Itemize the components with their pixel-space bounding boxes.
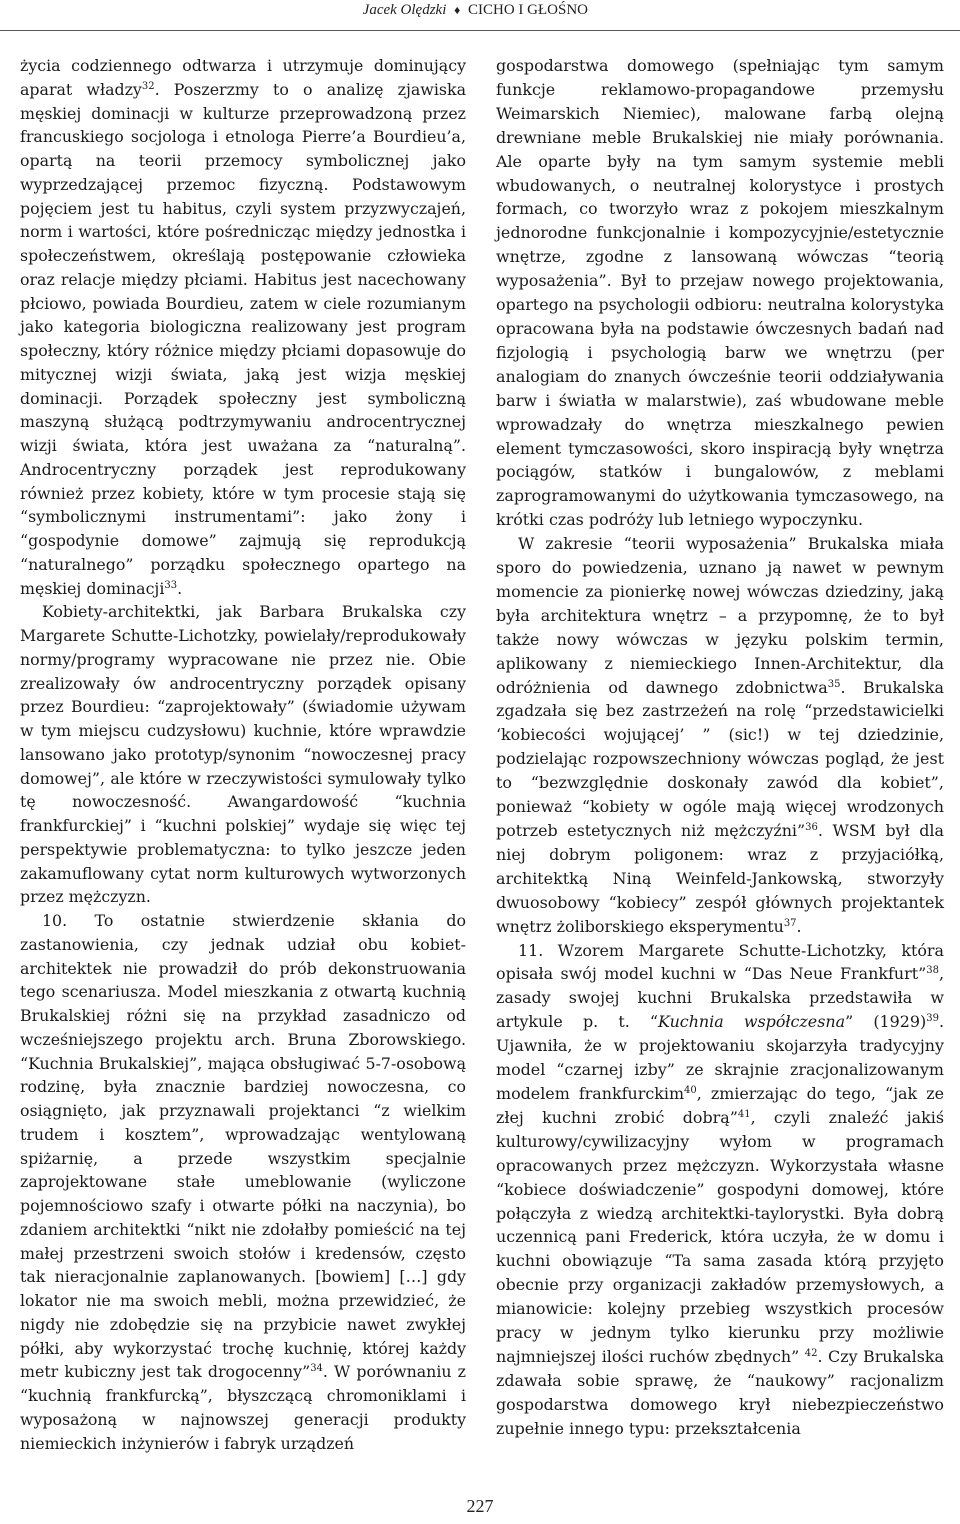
- article-title: Kuchnia współczesna: [658, 1012, 846, 1032]
- diamond-separator-icon: ♦: [454, 3, 461, 17]
- running-head-title: CICHO I GŁOŚNO: [468, 2, 588, 18]
- footnote-ref: 33: [164, 579, 178, 591]
- footnote-ref: 34: [310, 1363, 323, 1375]
- footnote-ref: 41: [737, 1108, 751, 1120]
- footnote-ref: 38: [926, 965, 939, 977]
- paragraph-section-11: 11. Wzorem Margarete Schutte-Lichotzky, która opisała swój model kuchni w “Das Neue Frankfurt”$^{38}$, zasady swojej kuchni Brukalska przedstawiła w artykule p. t. “Kuchnia współczesna” $(1929)^{39}$. Ujawniła, że w projektowaniu skojarzyła tradycyjny model “czarnej izby” ze skrajnie zracjonalizowanym modelem frankfurckim$^{40}$, zmierzając do tego, “jak ze złej kuchni zrobić dobrą”$^{41}$, czyli znaleźć jakiś kulturowy/cywilizacyjny wyłom w programach opracowanych przez mężczyzn. Wykorzystała własne “kobiece doświadczenie” gospodyni domowej, które połączyła z wiedzą architektki-taylorystki. Była dobrą uczennicą pani Frederick, która uczyła, że w domu i kuchni obowiązuje “Ta sama zasada którą przyjęto obecnie przy organizacji zakładów przemysłowych, a mianowicie: kolejny przebieg wszystkich procesów pracy w jednym tylko kierunku przy możliwie najmniejszej ilości ruchów zbędnych” $^{42}$. Czy Brukalska zdawała sobie sprawę, że “naukowy” racjonalizm gospodarstwa domowego krył niebezpieczeństwo zupełnie innego typu: przekształcenia: [496, 940, 944, 1438]
- footnote-ref: 32: [141, 80, 155, 92]
- paragraph-household: gospodarstwa domowego (spełniając tym samym funkcje reklamowo-propagandowe przemysłu Weimarskich Niemiec), malowane farbą olejną drewniane meble Brukalskiej nie miały porównania. Ale oparte były na tym samym systemie mebli wbudowanych, o neutralnej kolorystyce i prostych formach, co tworzyło wraz z pokojem mieszkalnym jednorodne funkcjonalnie i kompozycyjnie/estetycznie wnętrze, zgodne z lansowaną wówczas “teorią wyposażenia”. Był to przejaw nowego projektowania, opartego na psychologii odbioru: neutralna kolorystyka opracowana była na podstawie ówczesnych badań nad fizjologią i psychologią barw we wnętrzu (per analogiam do znanych ówcześnie teorii oddziaływania barw i światła w malarstwie), zaś wbudowane meble wprowadzały do wnętrza mieszkalnego pewien element tymczasowości, skoro inspiracją były wnętrza pociągów, statków i bungalowów, z meblami zaprogramowanymi do użytkowania tymczasowego, na krótki czas podróży lub letniego wypoczynku.: [496, 56, 944, 530]
- right-text-column: [496, 54, 944, 1441]
- footnote-ref: 37: [783, 917, 797, 929]
- footnote-ref: 35: [827, 678, 841, 690]
- paragraph-habitus: życia codziennego odtwarza i utrzymuje dominujący aparat władzy$^{32}$. Poszerzmy to o analizę zjawiska męskiej dominacji w kulturze przeprowadzoną przez francuskiego socjologa i etnologa Pierre’a Bourdieu’a, opartą na teorii przemocy symbolicznej jako wyprzedzającej przemoc fizyczną. Podstawowym pojęciem jest tu habitus, czyli system przyzwyczajeń, norm i wartości, które pośrednicząc między jednostka i społeczeństwem, określają postępowanie człowieka oraz relacje między płciami. Habitus jest nacechowany płciowo, powiada Bourdieu, zatem w ciele rozumianym jako kategoria biologiczna realizowany jest program społeczny, który różnice między płciami dopasowuje do mitycznej wizji świata, jaką jest wizja męskiej dominacji. Porządek społeczny jest symboliczną maszyną służącą podtrzymywaniu androcentrycznej wizji świata, która jest uważana za “naturalną”. Androcentryczny porządek jest reprodukowany również przez kobiety, które w tym procesie stają się “symbolicznymi instrumentami”: jako żony i “gospodynie domowe” zajmują się reprodukcją “naturalnego” porządku społecznego opartego na męskiej dominacji$^{33}$.: [20, 56, 466, 598]
- paragraph-section-10: 10. To ostatnie stwierdzenie skłania do zastanowienia, czy jednak udział obu kobiet-architektek nie prowadził do prób dekonstruowania tego scenariusza. Model mieszkania z otwartą kuchnią Brukalskiej różni się na przykład zasadniczo od wcześniejszego projektu arch. Bruna Zborowskiego. “Kuchnia Brukalskiej”, mająca obsługiwać 5-7-osobową rodzinę, była znacznie bardziej nowoczesna, co osiągnięto, jak przyznawali projektanci “z wielkim trudem i kosztem”, wprowadzając wentylowaną spiżarnię, a przede wszystkim specjalnie zaprojektowane stałe umeblowanie (wyliczone pojemnościowo szafy i otwarte półki na naczynia), bo zdaniem architektki “nikt nie zdołałby pomieścić na tej małej przestrzeni swoich stołów i kredensów, często tak nieracjonalnie zaplanowanych. [bowiem] […] gdy lokator nie ma swoich mebli, można przewidzieć, że nigdy nie zdobędzie się na przybicie nawet zwykłej półki, aby wykorzystać trochę kuchnię, której każdy metr kubiczny jest tak drogocenny”$^{34}$. W porównaniu z “kuchnią frankfurcką”, błyszczącą chromoniklami i wyposażoną w najnowszej generacji produkty niemieckich inżynierów i fabryk urządzeń: [20, 911, 466, 1453]
- footnote-ref: 39: [926, 1013, 939, 1025]
- paragraph-architects: Kobiety-architektki, jak Barbara Brukalska czy Margarete Schutte-Lichotzky, powielały/reprodukowały normy/programy wypracowane nie przez nie. Obie zrealizowały ów androcentryczny porządek opisany przez Bourdieu: “zaprojektowały” (świadomie używam w tym miejscu cudzysłowu) kuchnie, które wprawdzie lansowano jako prototyp/synonim “nowoczesnej pracy domowej”, ale które w rzeczywistości symulowały tylko tę nowoczesność. Awangardowość “kuchnia frankfurckiej” i “kuchni polskiej” wydaje się więc tej perspektywie problematyczna: to tylko jeszcze jeden zakamuflowany cytat norm kulturowych wytworzonych przez mężczyzn.: [20, 602, 466, 907]
- paragraph-furnishing-theory: W zakresie “teorii wyposażenia” Brukalska miała sporo do powiedzenia, uznano ją nawet w pewnym momencie za pionierkę nowej wówczas dziedziny, jaką była architektura wnętrz – a przypomnę, że to był także nowy wówczas w języku polskim termin, aplikowany z niemieckiego Innen-Architektur, dla odróżnienia od dawnego zdobnictwa$^{35}$. Brukalska zgadzała się bez zastrzeżeń na rolę “przedstawicielki ‘kobiecości wojującej’ ” (sic!) w tej dziedzinie, podzielając rozpowszechniony wówczas pogląd, że jest to “bezwzględnie doskonały zawód dla kobiet”, ponieważ “kobiety w ogóle mają więcej wrodzonych potrzeb estetycznych niż mężczyźni”$^{36}$. WSM był dla niej dobrym poligonem: wraz z przyjaciółką, architektką Niną Weinfeld-Jankowską, stworzyły dwuosobowy “kobiecy” zespół głównych projektantek wnętrz żoliborskiego eksperymentu$^{37}$.: [496, 534, 944, 936]
- footnote-ref: 40: [684, 1084, 697, 1096]
- footnote-ref: 36: [805, 822, 818, 833]
- header-rule: [0, 30, 960, 31]
- running-head-author: Jacek Olędzki: [362, 2, 447, 18]
- footnote-ref: 42: [804, 1347, 818, 1359]
- page-number: 227: [466, 1496, 494, 1516]
- left-text-column: [20, 54, 466, 1455]
- running-head: [363, 2, 588, 19]
